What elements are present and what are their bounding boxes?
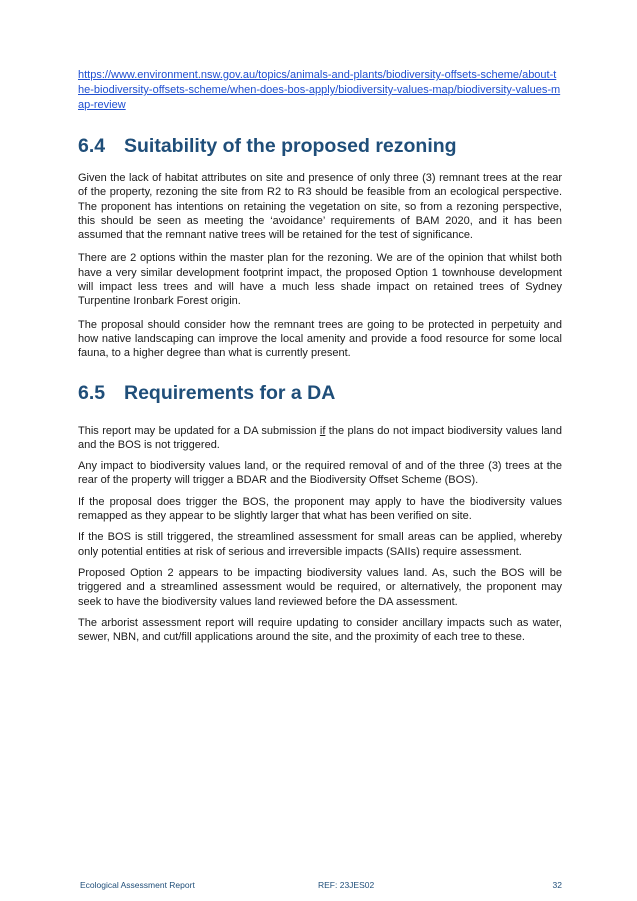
section-6-5-paragraph-3: If the proposal does trigger the BOS, the proponent may apply to have the biodiversity values remapped as they appear to be slightly larger that what has been verified on site. bbox=[78, 495, 562, 523]
p1-underlined-if: if bbox=[319, 424, 326, 437]
page-content bbox=[78, 68, 562, 644]
section-6-4-paragraph-3: The proposal should consider how the remnant trees are going to be protected in perpetuity and how native landscaping can improve the local amenity and provide a food resource for some local fauna, to a higher degree than what is currently present. bbox=[78, 318, 562, 360]
section-6-5-paragraph-4: If the BOS is still triggered, the streamlined assessment for small areas can be applied, whereby only potential entities at risk of serious and irreversible impacts (SAIIs) require assessment. bbox=[78, 531, 562, 558]
biodiversity-values-map-review-link[interactable]: https://www.environment.nsw.gov.au/topics/animals-and-plants/biodiversity-offsets-scheme/about-the-biodiversity-offsets-scheme/when-does-bos-apply/biodiversity-values-map/biodiversity-values-map-review bbox=[78, 69, 561, 111]
section-6-4-paragraph-1: Given the lack of habitat attributes on site and presence of only three (3) remnant trees at the rear of the property, rezoning the site from R2 to R3 should be feasible from an ecological perspective. The proponent has intentions on retaining the vegetation on site, so from a rezoning perspective, this should be seen as meeting the ‘avoidance’ requirements of BAM 2020, and it has been assumed that the remnant native trees will be retained for the test of significance. bbox=[78, 172, 562, 242]
section-6-4-heading bbox=[78, 134, 562, 158]
section-6-5-number: 6.5 bbox=[78, 381, 106, 404]
section-6-5-paragraph-5: Proposed Option 2 appears to be impacting biodiversity values land. As, such the BOS will be triggered and a streamlined assessment would be required, or alternatively, the proponent may seek to have the biodiversity values land reviewed before the DA assessment. bbox=[78, 566, 562, 608]
page-footer bbox=[80, 878, 562, 892]
section-6-5-heading bbox=[78, 381, 562, 405]
section-6-5-paragraph-2: Any impact to biodiversity values land, or the required removal of and of the three (3) trees at the rear of the property will trigger a BDAR and the Biodiversity Offset Scheme (BOS). bbox=[78, 460, 562, 487]
footer-report-title: Ecological Assessment Report bbox=[80, 880, 195, 890]
section-6-5-title: Requirements for a DA bbox=[124, 381, 336, 404]
p1-text-before: This report may be updated for a DA submission bbox=[78, 424, 320, 437]
footer-page-number: 32 bbox=[552, 880, 562, 890]
section-6-4-paragraph-2: There are 2 options within the master plan for the rezoning. We are of the opinion that whilst both have a very similar development footprint impact, the proposed Option 1 townhouse development will impact less trees and will have a much less shade impact on retained trees of Sydney Turpentine Ironbark Forest origin. bbox=[78, 252, 562, 308]
section-6-4-number: 6.4 bbox=[78, 135, 106, 157]
section-6-5-paragraph-1 bbox=[78, 424, 562, 453]
footer-reference: REF: 23JES02 bbox=[318, 880, 375, 890]
section-6-4-title: Suitability of the proposed rezoning bbox=[124, 135, 457, 157]
p1-text-after: the plans do not impact biodiversity values land and the BOS is not triggered. bbox=[78, 424, 562, 451]
section-6-5-paragraph-6: The arborist assessment report will require updating to consider ancillary impacts such as water, sewer, NBN, and cut/fill applications around the site, and the proximity of each tree to these. bbox=[78, 616, 562, 644]
